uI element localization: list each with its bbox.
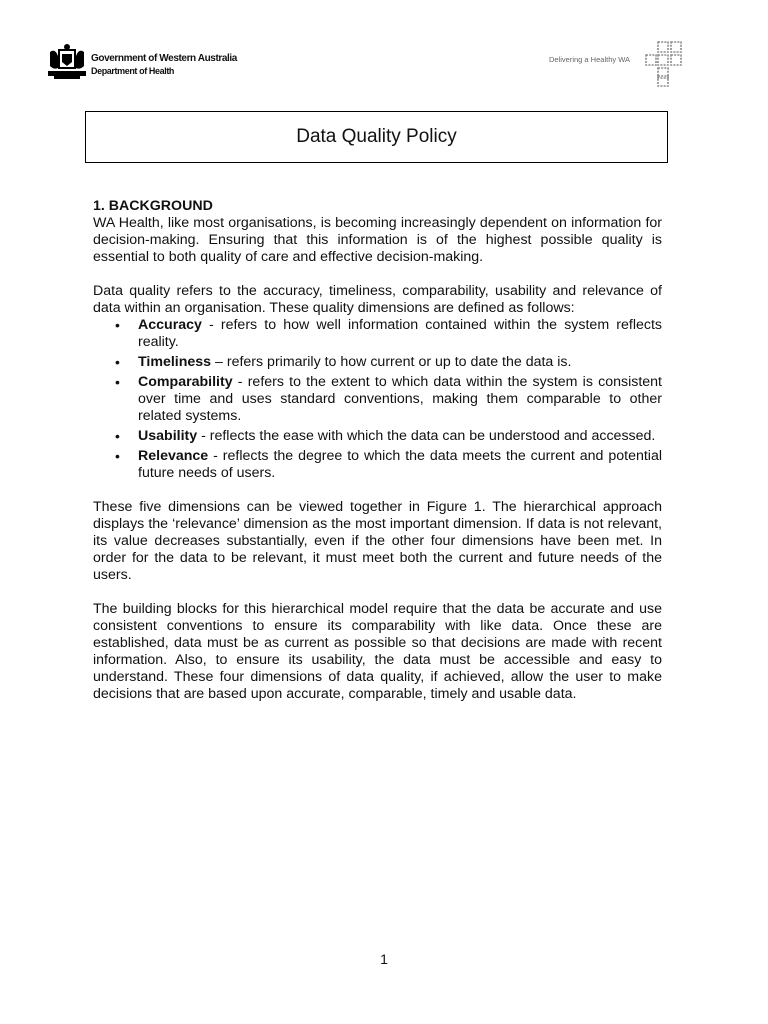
- list-item: [115, 428, 662, 445]
- bullet-icon: •: [115, 317, 120, 333]
- dimensions-list: [93, 317, 662, 482]
- dimension-description: - refers to the extent to which data within the system is consistent over time and uses standard conventions, making them comparable to other related systems.: [138, 374, 662, 424]
- coat-of-arms-icon: [46, 42, 88, 80]
- bullet-icon: •: [115, 374, 120, 390]
- building-blocks-paragraph: The building blocks for this hierarchical model require that the data be accurate and use consistent conventions to ensure its comparability with like data. Once these are established, data must be as current as possible so that decisions are made with recent information. Also, to ensure its usability, the data must be accessible and easy to understand. These four dimensions of data quality, if achieved, allow the user to make decisions that are based upon accurate, comparable, timely and usable data.: [93, 601, 662, 702]
- dimension-term: Accuracy: [138, 317, 202, 333]
- dimension-description: - refers to how well information contained within the system reflects reality.: [138, 317, 662, 350]
- department-name: Department of Health: [91, 66, 175, 76]
- bullet-icon: •: [115, 428, 120, 444]
- intro-paragraph: WA Health, like most organisations, is becoming increasingly dependent on information for decision-making. Ensuring that this information is of the highest possible quality is essential to both quality of care and effective decision-making.: [93, 215, 662, 265]
- list-item: [115, 354, 662, 371]
- dimension-description: - reflects the ease with which the data can be understood and accessed.: [197, 428, 656, 444]
- definition-paragraph: Data quality refers to the accuracy, timeliness, comparability, usability and relevance of data within an organisation. These quality dimensions are defined as follows:: [93, 283, 662, 316]
- dimension-description: – refers primarily to how current or up to date the data is.: [211, 354, 572, 370]
- dimension-term: Comparability: [138, 374, 233, 390]
- dimension-description: - reflects the degree to which the data meets the current and potential future needs of users.: [138, 448, 662, 481]
- healthy-wa-logo-icon: [644, 40, 710, 88]
- dimension-term: Relevance: [138, 448, 209, 464]
- section-heading: 1. BACKGROUND: [93, 198, 213, 214]
- dimension-term: Usability: [138, 428, 198, 444]
- hierarchy-paragraph: These five dimensions can be viewed together in Figure 1. The hierarchical approach displays the ‘relevance’ dimension as the most important dimension. If data is not relevant, its value decreases substantially, even if the other four dimensions have been met. In order for the data to be relevant, it must meet both the current and future needs of the users.: [93, 499, 662, 583]
- page-header: [0, 0, 768, 100]
- page-number: 1: [380, 951, 388, 967]
- bullet-icon: •: [115, 354, 120, 370]
- government-branding: [91, 52, 237, 78]
- title-box: [85, 111, 668, 163]
- government-name: Government of Western Australia: [91, 53, 237, 64]
- tagline: Delivering a Healthy WA: [549, 55, 631, 64]
- list-item: [115, 317, 662, 351]
- dimension-term: Timeliness: [138, 354, 212, 370]
- document-body: [93, 198, 662, 703]
- bullet-icon: •: [115, 448, 120, 464]
- list-item: [115, 374, 662, 425]
- page-title: Data Quality Policy: [296, 126, 457, 147]
- list-item: [115, 448, 662, 482]
